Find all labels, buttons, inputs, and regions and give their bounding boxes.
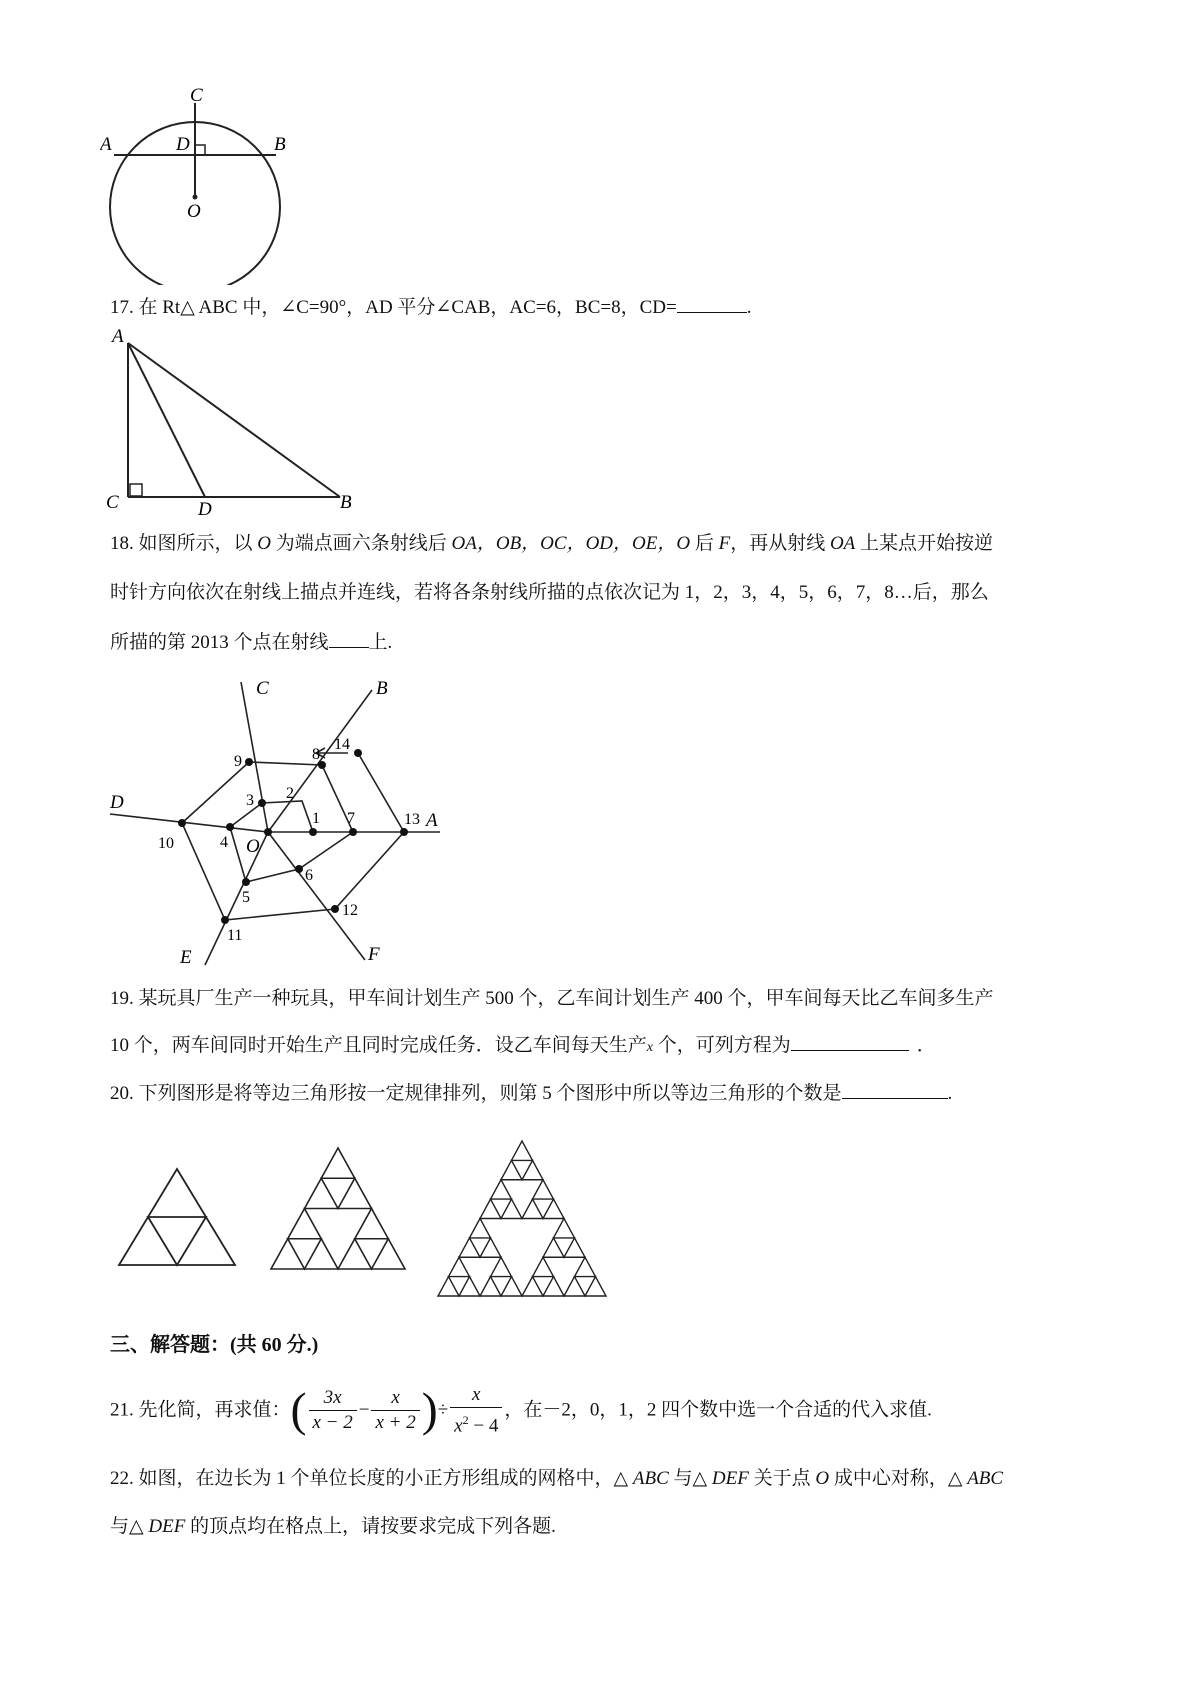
point-9 <box>245 758 253 766</box>
denominator: x + 2 <box>375 1412 416 1434</box>
triangle-pattern-2 <box>268 1145 408 1275</box>
label-b: B <box>274 134 286 155</box>
q18-text: 为端点画六条射线后 <box>271 533 452 554</box>
q22-text: 成中心对称，△ <box>829 1468 968 1489</box>
q18-line2: 时针方向依次在射线上描点并连线，若将各条射线所描的点依次记为 1，2，3，4，5，6，7，8…后，那么 <box>110 582 989 603</box>
q18-text: 上某点开始按逆 <box>855 533 994 554</box>
q20-text: 20. 下列图形是将等边三角形按一定规律排列，则第 5 个图形中所以等边三角形的个数是 <box>110 1083 842 1104</box>
ray-label-a: A <box>426 810 438 831</box>
point-label-1: 1 <box>312 810 320 827</box>
point-label-11: 11 <box>227 927 243 944</box>
q17-end: . <box>746 297 752 318</box>
question-21 <box>110 1375 932 1445</box>
question-20 <box>110 1080 952 1107</box>
point-5 <box>242 878 250 886</box>
q22-text: 与△ <box>110 1516 149 1537</box>
point-1 <box>309 828 317 836</box>
ray-of <box>268 832 365 960</box>
triangle-pattern-3 <box>434 1138 610 1300</box>
point-14 <box>354 749 362 757</box>
q19-answer-blank[interactable] <box>791 1032 909 1051</box>
point-label-5: 5 <box>242 889 250 906</box>
q20-answer-blank[interactable] <box>842 1080 948 1099</box>
q18-line1 <box>110 531 993 580</box>
q22-o: O <box>815 1468 830 1489</box>
q18-var-oa: OA <box>829 533 856 554</box>
label-d: D <box>198 499 212 515</box>
point-label-14: 14 <box>334 736 350 753</box>
rest: − 4 <box>468 1415 499 1437</box>
q18-end: 上. <box>368 632 393 653</box>
q21-suffix: ，在－2，0，1，2 四个数中选一个合适的代入求值. <box>504 1399 932 1421</box>
ray-label-o: O <box>246 836 260 857</box>
point-13 <box>400 828 408 836</box>
ray-label-c: C <box>256 678 269 699</box>
divide-sign: ÷ <box>437 1399 449 1421</box>
point-10 <box>178 819 186 827</box>
point-6 <box>295 865 303 873</box>
q17-text: 17. 在 Rt△ ABC 中，∠C=90°，AD 平分∠CAB，AC=6，BC=8，CD= <box>110 297 677 318</box>
center-point <box>193 195 198 200</box>
q19-text: 10 个，两车间同时开始生产且同时完成任务．设乙车间每天生产 <box>110 1035 647 1056</box>
label-c: C <box>190 85 203 106</box>
point-label-7: 7 <box>347 810 355 827</box>
right-paren: ) <box>421 1383 438 1437</box>
label-a: A <box>100 134 112 155</box>
q22-text: 与△ <box>668 1468 712 1489</box>
q18-text: 18. 如图所示，以 <box>110 533 258 554</box>
q22-text: 的顶点均在格点上，请按要求完成下列各题. <box>185 1516 556 1537</box>
q22-line2 <box>110 1514 1003 1540</box>
question-19 <box>110 986 994 1061</box>
bisector-ad <box>128 343 205 497</box>
right-angle-mark <box>195 145 205 155</box>
q19-line2 <box>110 1032 994 1061</box>
point-label-12: 12 <box>342 902 358 919</box>
point-4 <box>226 823 234 831</box>
q22-def: DEF <box>148 1516 186 1537</box>
spiral-rays-figure <box>100 670 460 970</box>
q19-line1: 19. 某玩具厂生产一种玩具，甲车间计划生产 500 个，乙车间计划生产 400 个，甲车间每天比乙车间多生产 <box>110 988 994 1009</box>
circle-figure <box>100 85 290 285</box>
q21-prefix: 21. 先化简，再求值： <box>110 1399 291 1421</box>
label-a: A <box>112 326 124 347</box>
numerator: x <box>371 1386 419 1411</box>
point-label-6: 6 <box>305 867 313 884</box>
q22-line1 <box>110 1466 1003 1514</box>
fraction-3x-over-x-minus-2 <box>309 1386 357 1435</box>
ray-label-d: D <box>110 792 124 813</box>
q17-answer-blank[interactable] <box>677 294 747 313</box>
point-12 <box>331 905 339 913</box>
point-label-3: 3 <box>246 792 254 809</box>
point-3 <box>258 799 266 807</box>
q19-end: ． <box>916 1035 936 1056</box>
side-ab <box>128 343 340 497</box>
point-label-8: 8 <box>312 746 320 763</box>
ray-label-f: F <box>368 944 380 965</box>
right-triangle-figure <box>100 325 380 515</box>
q18-rays: OA，OB，OC，OD，OE，O <box>451 533 691 554</box>
q19-text: 个，可列方程为 <box>652 1035 791 1056</box>
minus-sign: − <box>358 1399 370 1421</box>
q22-def: DEF <box>711 1468 749 1489</box>
ray-label-b: B <box>376 678 388 699</box>
point-label-2: 2 <box>286 785 294 802</box>
numerator: 3x <box>309 1386 357 1411</box>
section-3-heading: 三、解答题：(共 60 分.) <box>110 1334 319 1356</box>
q18-line3 <box>110 629 993 656</box>
ray-ob <box>268 690 372 832</box>
fraction-x-over-x-plus-2 <box>371 1386 419 1435</box>
point-label-10: 10 <box>158 835 174 852</box>
q22-abc: ABC <box>967 1468 1004 1489</box>
label-b: B <box>340 492 352 513</box>
point-7 <box>349 828 357 836</box>
label-c: C <box>106 492 119 513</box>
q18-var-o: O <box>257 533 271 554</box>
q18-answer-blank[interactable] <box>329 629 369 648</box>
triangle-pattern-1 <box>115 1165 240 1270</box>
question-18 <box>110 531 993 656</box>
fraction-x-over-x2-minus-4 <box>450 1383 502 1438</box>
base: x <box>454 1415 463 1437</box>
q18-var-f: F <box>718 533 731 554</box>
label-d: D <box>176 134 190 155</box>
q18-text: 后 <box>690 533 719 554</box>
label-o: O <box>187 201 201 222</box>
q20-end: . <box>947 1083 953 1104</box>
point-label-4: 4 <box>220 834 228 851</box>
denominator <box>450 1408 502 1438</box>
q22-text: 关于点 <box>748 1468 816 1489</box>
numerator: x <box>450 1383 502 1408</box>
q18-text: ，再从射线 <box>730 533 830 554</box>
q22-text: 22. 如图，在边长为 1 个单位长度的小正方形组成的网格中，△ <box>110 1468 633 1489</box>
point-label-13: 13 <box>404 811 420 828</box>
q22-abc: ABC <box>632 1468 669 1489</box>
spiral-path <box>182 753 404 920</box>
left-paren: ( <box>290 1383 307 1437</box>
point-o <box>264 828 272 836</box>
point-label-9: 9 <box>234 753 242 770</box>
q19-var-x: x <box>646 1040 653 1055</box>
denominator: x − 2 <box>312 1412 353 1434</box>
exponent: 2 <box>462 1412 469 1427</box>
question-17 <box>110 294 751 321</box>
ray-label-e: E <box>180 947 192 968</box>
question-22 <box>110 1466 1003 1540</box>
point-11 <box>221 916 229 924</box>
q18-text: 所描的第 2013 个点在射线 <box>110 632 329 653</box>
right-angle-mark <box>130 484 142 496</box>
